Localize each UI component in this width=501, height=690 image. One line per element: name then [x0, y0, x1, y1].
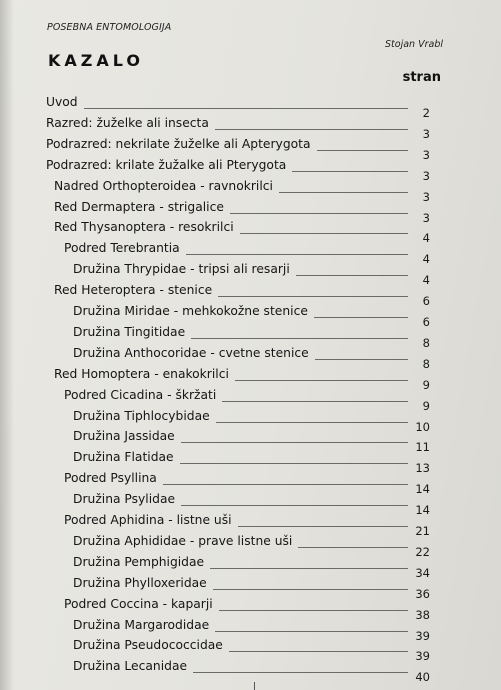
toc-leader-line	[181, 505, 408, 506]
toc-entry	[73, 428, 430, 455]
page-title: KAZALO	[48, 51, 144, 70]
toc-leader-line	[219, 610, 408, 611]
toc-entry	[46, 136, 430, 162]
toc-entry	[46, 157, 430, 183]
toc-entry-title: Družina Phylloxeridae	[73, 575, 207, 590]
toc-entry	[73, 637, 430, 664]
toc-leader-line	[180, 463, 408, 464]
toc-leader-line	[298, 547, 408, 548]
toc-entry-title: Družina Psylidae	[73, 492, 176, 507]
toc-entry-page-number: 9	[422, 398, 430, 413]
toc-entry	[73, 261, 430, 288]
toc-leader-line	[193, 672, 408, 673]
toc-entry-title: Družina Margarodidae	[73, 617, 210, 632]
toc-entry-title: Družina Tingitidae	[73, 324, 186, 339]
toc-entry-page-number: 39	[415, 628, 430, 643]
toc-entry	[64, 240, 430, 267]
toc-entry	[73, 449, 430, 476]
toc-leader-line	[210, 568, 408, 569]
toc-entry-page-number: 6	[422, 315, 430, 329]
toc-entry-page-number: 4	[422, 231, 430, 246]
toc-entry	[64, 596, 430, 622]
toc-entry-page-number: 3	[422, 189, 430, 204]
toc-entry-page-number: 3	[422, 210, 430, 225]
toc-entry-title: Red Homoptera - enakokrilci	[54, 366, 229, 381]
toc-entry	[46, 115, 430, 141]
toc-entry-title: Razred: žuželke ali insecta	[46, 115, 209, 130]
toc-entry	[46, 94, 430, 120]
toc-entry-title: Red Heteroptera - stenice	[54, 283, 213, 298]
toc-entry	[64, 512, 430, 538]
toc-entry-page-number: 6	[422, 294, 430, 309]
toc-entry-page-number: 39	[415, 649, 430, 664]
toc-entry-page-number: 3	[422, 126, 430, 141]
toc-entry-title: Podred Terebrantia	[64, 241, 180, 256]
toc-entry-page-number: 14	[415, 503, 430, 518]
toc-entry-title: Podred Coccina - kaparji	[64, 596, 213, 611]
toc-entry-title: Družina Jassidae	[73, 429, 175, 444]
toc-entry	[73, 491, 430, 518]
toc-entry	[73, 408, 430, 434]
toc-entry-page-number: 8	[422, 356, 430, 371]
toc-leader-line	[222, 401, 408, 402]
toc-entry-page-number: 3	[422, 168, 430, 183]
toc-entry-title: Družina Anthocoridae - cvetne stenice	[73, 345, 309, 360]
toc-entry-title: Družina Tiphlocybidae	[73, 408, 210, 423]
toc-entry	[54, 178, 430, 204]
toc-leader-line	[215, 129, 408, 130]
toc-entry-page-number: 40	[415, 670, 430, 685]
toc-entry-page-number: 9	[422, 377, 430, 392]
toc-entry-page-number: 3	[422, 147, 430, 162]
toc-entry-title: Družina Lecanidae	[73, 659, 188, 674]
toc-entry	[73, 554, 430, 580]
toc-entry	[73, 303, 430, 329]
toc-entry	[73, 617, 430, 643]
toc-entry-title: Red Dermaptera - strigalice	[54, 199, 224, 214]
toc-entry-page-number: 14	[415, 482, 430, 497]
toc-leader-line	[292, 171, 408, 172]
toc-leader-line	[279, 192, 408, 193]
toc-entry-page-number: 13	[415, 461, 430, 476]
page-column-header: stran	[402, 70, 441, 85]
toc-entry-page-number: 22	[415, 544, 430, 559]
toc-entry-page-number: 38	[415, 607, 430, 622]
toc-leader-line	[216, 422, 408, 423]
toc-entry-title: Uvod	[46, 95, 78, 109]
toc-entry-title: Družina Flatidae	[73, 450, 174, 465]
toc-entry	[54, 282, 430, 309]
toc-leader-line	[317, 150, 408, 151]
toc-entry	[73, 324, 430, 350]
toc-entry	[54, 366, 430, 392]
toc-entry-page-number: 4	[422, 252, 430, 267]
toc-leader-line	[296, 275, 408, 276]
toc-entry	[73, 533, 430, 559]
toc-entry-title: Družina Pseudococcidae	[73, 638, 223, 653]
toc-leader-line	[191, 338, 408, 339]
toc-entry-title: Podred Psyllina	[64, 471, 157, 486]
toc-entry-title: Podrazred: krilate žužalke ali Pterygota	[46, 157, 287, 172]
toc-leader-line	[315, 359, 408, 360]
toc-entry-page-number: 21	[415, 524, 430, 538]
toc-leader-line	[215, 631, 408, 632]
toc-leader-line	[218, 296, 408, 297]
toc-entry-title: Družina Pemphigidae	[73, 554, 205, 569]
toc-entry-page-number: 8	[422, 335, 430, 350]
toc-entry-title: Podred Cicadina - škržati	[64, 387, 217, 402]
toc-leader-line	[186, 254, 408, 255]
toc-leader-line	[181, 442, 408, 443]
toc-entry	[73, 575, 430, 601]
toc-entry-page-number: 4	[422, 273, 430, 288]
toc-leader-line	[314, 317, 408, 318]
toc-entry-title: Podred Aphidina - listne uši	[64, 513, 232, 527]
toc-entry	[64, 387, 430, 413]
page-number-mark	[254, 682, 255, 690]
running-header-title: POSEBNA ENTOMOLOGIJA	[47, 22, 172, 33]
running-header-author: Stojan Vrabl	[385, 39, 443, 50]
toc-entry-page-number: 2	[422, 106, 430, 120]
toc-leader-line	[84, 108, 408, 109]
toc-entry-title: Red Thysanoptera - resokrilci	[54, 220, 234, 235]
toc-leader-line	[213, 589, 408, 590]
toc-leader-line	[238, 526, 408, 527]
toc-leader-line	[230, 213, 408, 214]
toc-leader-line	[163, 484, 408, 485]
toc-entry-title: Družina Thrypidae - tripsi ali resarji	[73, 262, 290, 277]
toc-entry-title: Podrazred: nekrilate žuželke ali Apterygota	[46, 136, 311, 151]
toc-entry	[73, 345, 430, 371]
toc-leader-line	[240, 233, 408, 234]
toc-entry	[73, 658, 430, 685]
toc-entry-title: Nadred Orthopteroidea - ravnokrilci	[54, 178, 273, 193]
toc-leader-line	[229, 651, 408, 652]
toc-entry	[54, 219, 430, 246]
toc-entry-page-number: 34	[415, 565, 430, 580]
toc-leader-line	[235, 380, 408, 381]
toc-entry-page-number: 36	[415, 586, 430, 601]
toc-entry-title: Družina Aphididae - prave listne uši	[73, 533, 293, 548]
toc-entry-title: Družina Miridae - mehkokožne stenice	[73, 304, 308, 318]
toc-entry	[64, 470, 430, 497]
toc-entry-page-number: 11	[415, 440, 430, 455]
toc-entry-page-number: 10	[415, 419, 430, 434]
toc-entry	[54, 199, 430, 225]
